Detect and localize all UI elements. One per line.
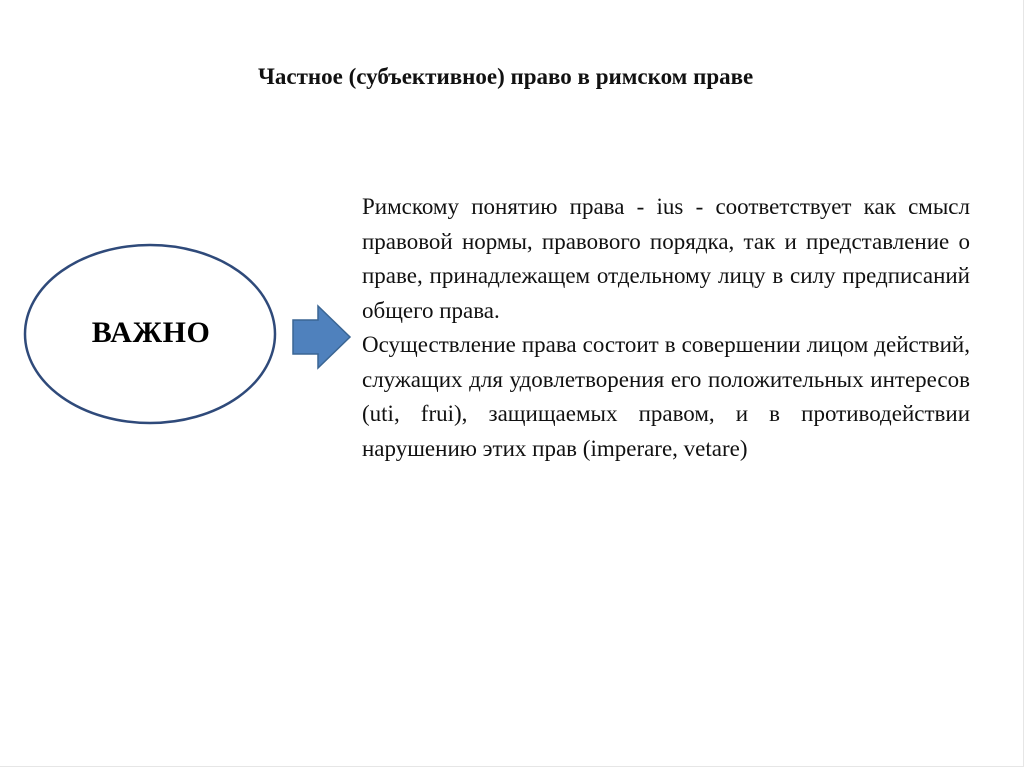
body-text (362, 190, 970, 466)
right-arrow-icon (293, 306, 350, 368)
paragraph-exercise: Осуществление права состоит в совершении лицом действий, служащих для удовлетворения его положительных интересов (uti, frui), защищаемых правом, и в противодействии нарушению этих прав (imperare, vetare) (362, 332, 970, 461)
slide-title: Частное (субъективное) право в римском праве (258, 64, 754, 89)
important-label: ВАЖНО (91, 316, 211, 349)
paragraph-ius: Римскому понятию права - ius - соответствует как смысл правовой нормы, правового порядка, так и представление о праве, принадлежащем отдельному лицу в силу предписаний общего права. (362, 194, 970, 323)
